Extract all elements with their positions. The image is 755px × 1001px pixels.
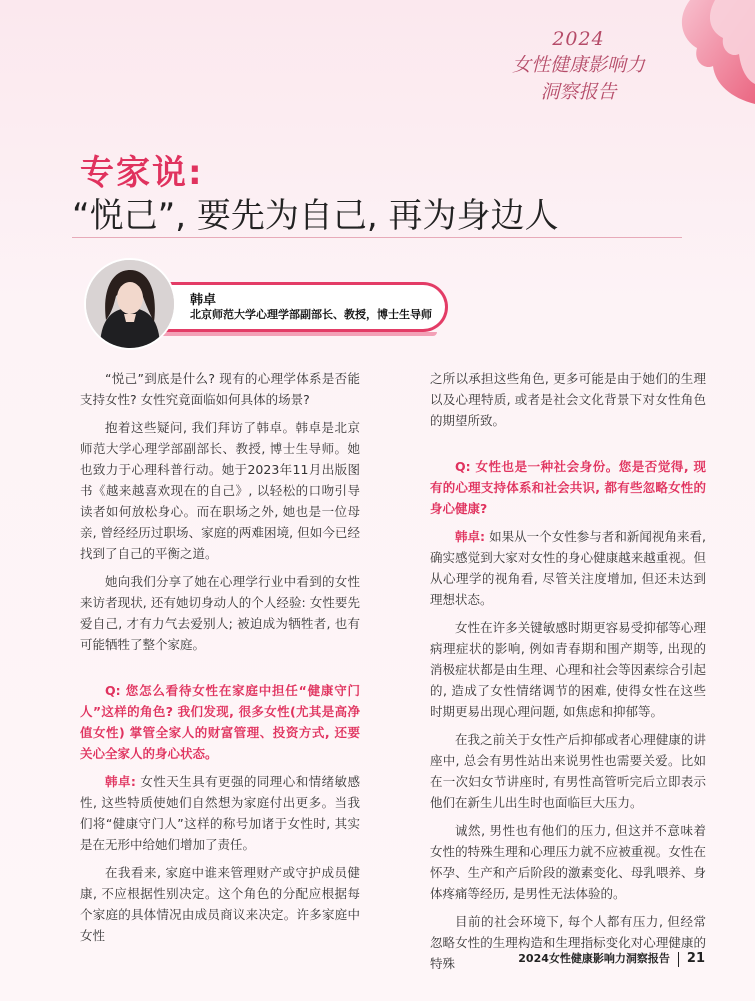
page-headline: “悦己”, 要先为自己, 再为身边人 (72, 196, 559, 236)
expert-name: 韩卓 (190, 293, 217, 308)
spacer (430, 438, 706, 456)
question-paragraph: Q: 女性也是一种社会身份。您是否觉得, 现有的心理支持体系和社会共识, 都有些忽略女性的身心健康? (430, 459, 706, 516)
expert-title: 北京师范大学心理学部副部长、教授，博士生导师 (190, 308, 432, 321)
section-label: 专家说: (80, 153, 204, 193)
answer-speaker: 韩卓: (455, 529, 486, 544)
answer-text: 如果从一个女性参与者和新闻视角来看, 确实感觉到大家对女性的身心健康越来越重视。但从心理学的视角看, 尽管关注度增加, 但还未达到理想状态。 (430, 529, 707, 607)
expert-avatar (86, 260, 174, 348)
answer-paragraph (80, 771, 360, 855)
portrait-graphic (86, 260, 174, 348)
report-title-line2: 洞察报告 (540, 81, 617, 103)
report-year: 2024 (552, 28, 605, 50)
body-paragraph: 在我之前关于女性产后抑郁或者心理健康的讲座中, 总会有男性站出来说男性也需要关爱。比如在一次妇女节讲座时, 有男性高管听完后立即表示他们在新生儿出生时也面临巨大压力。 (430, 732, 706, 810)
report-title (512, 28, 645, 104)
answer-speaker: 韩卓: (105, 774, 136, 789)
page-number: 21 (686, 951, 705, 966)
report-title-line1: 女性健康影响力 (511, 54, 645, 76)
body-paragraph: 女性在许多关键敏感时期更容易受抑郁等心理病理症状的影响, 例如青春期和围产期等, 出现的消极症状都是由生理、心理和社会等因素综合引起的, 造成了女性情绪调节的困难, 使得女性在这些时期更易出现心理问题, 如焦虑和抑郁等。 (430, 620, 706, 719)
body-paragraph: 之所以承担这些角色, 更多可能是由于她们的生理以及心理特质, 或者是社会文化背景下对女性角色的期望所致。 (430, 371, 706, 428)
footer-report-name: 2024女性健康影响力洞察报告 (518, 952, 670, 965)
answer-paragraph (430, 526, 706, 610)
right-column (430, 368, 706, 981)
left-column (80, 368, 360, 953)
decorative-silhouette-graphic (635, 0, 755, 140)
question-paragraph: Q: 您怎么看待女性在家庭中担任“健康守门人”这样的角色? 我们发现, 很多女性(尤其是高净值女性) 掌管全家人的财富管理、投资方式, 还要关心全家人的身心状态。 (80, 683, 360, 761)
body-paragraph: 她向我们分享了她在心理学行业中看到的女性来访者现状, 还有她切身动人的个人经验: 女性要先爱自己, 才有力气去爱别人; 被迫成为牺牲者, 也有可能牺牲了整个家庭。 (80, 574, 360, 652)
spacer (80, 662, 360, 680)
title-divider (72, 237, 682, 238)
intro-paragraph: “悦己”到底是什么? 现有的心理学体系是否能支持女性? 女性究竟面临如何具体的场景? (80, 371, 360, 407)
footer-separator (678, 952, 679, 967)
body-paragraph: 目前的社会环境下, 每个人都有压力, 但经常忽略女性的生理构造和生理指标变化对心理健康的特殊 (430, 914, 706, 971)
body-paragraph: 在我看来, 家庭中谁来管理财产或守护成员健康, 不应根据性别决定。这个角色的分配应根据每个家庭的具体情况由成员商议来决定。许多家庭中女性 (80, 865, 360, 943)
answer-text: 女性天生具有更强的同理心和情绪敏感性, 这些特质使她们自然想为家庭付出更多。当我们将“健康守门人”这样的称号加诸于女性时, 其实是在无形中给她们增加了责任。 (80, 774, 360, 852)
page-footer (518, 950, 705, 967)
body-paragraph: 诚然, 男性也有他们的压力, 但这并不意味着女性的特殊生理和心理压力就不应被重视。女性在怀孕、生产和产后阶段的激素变化、母乳喂养、身体疼痛等经历, 是男性无法体验的。 (430, 823, 706, 901)
body-paragraph: 抱着这些疑问, 我们拜访了韩卓。韩卓是北京师范大学心理学部副部长、教授, 博士生导师。她也致力于心理科普行动。她于2023年11月出版图书《越来越喜欢现在的自己》, 以轻松的口吻引导读者如何放松身心。而在职场之外, 她也是一位母亲, 曾经经历过职场、家庭的两难困境, 但如今已经找到了自己的平衡之道。 (80, 420, 360, 561)
